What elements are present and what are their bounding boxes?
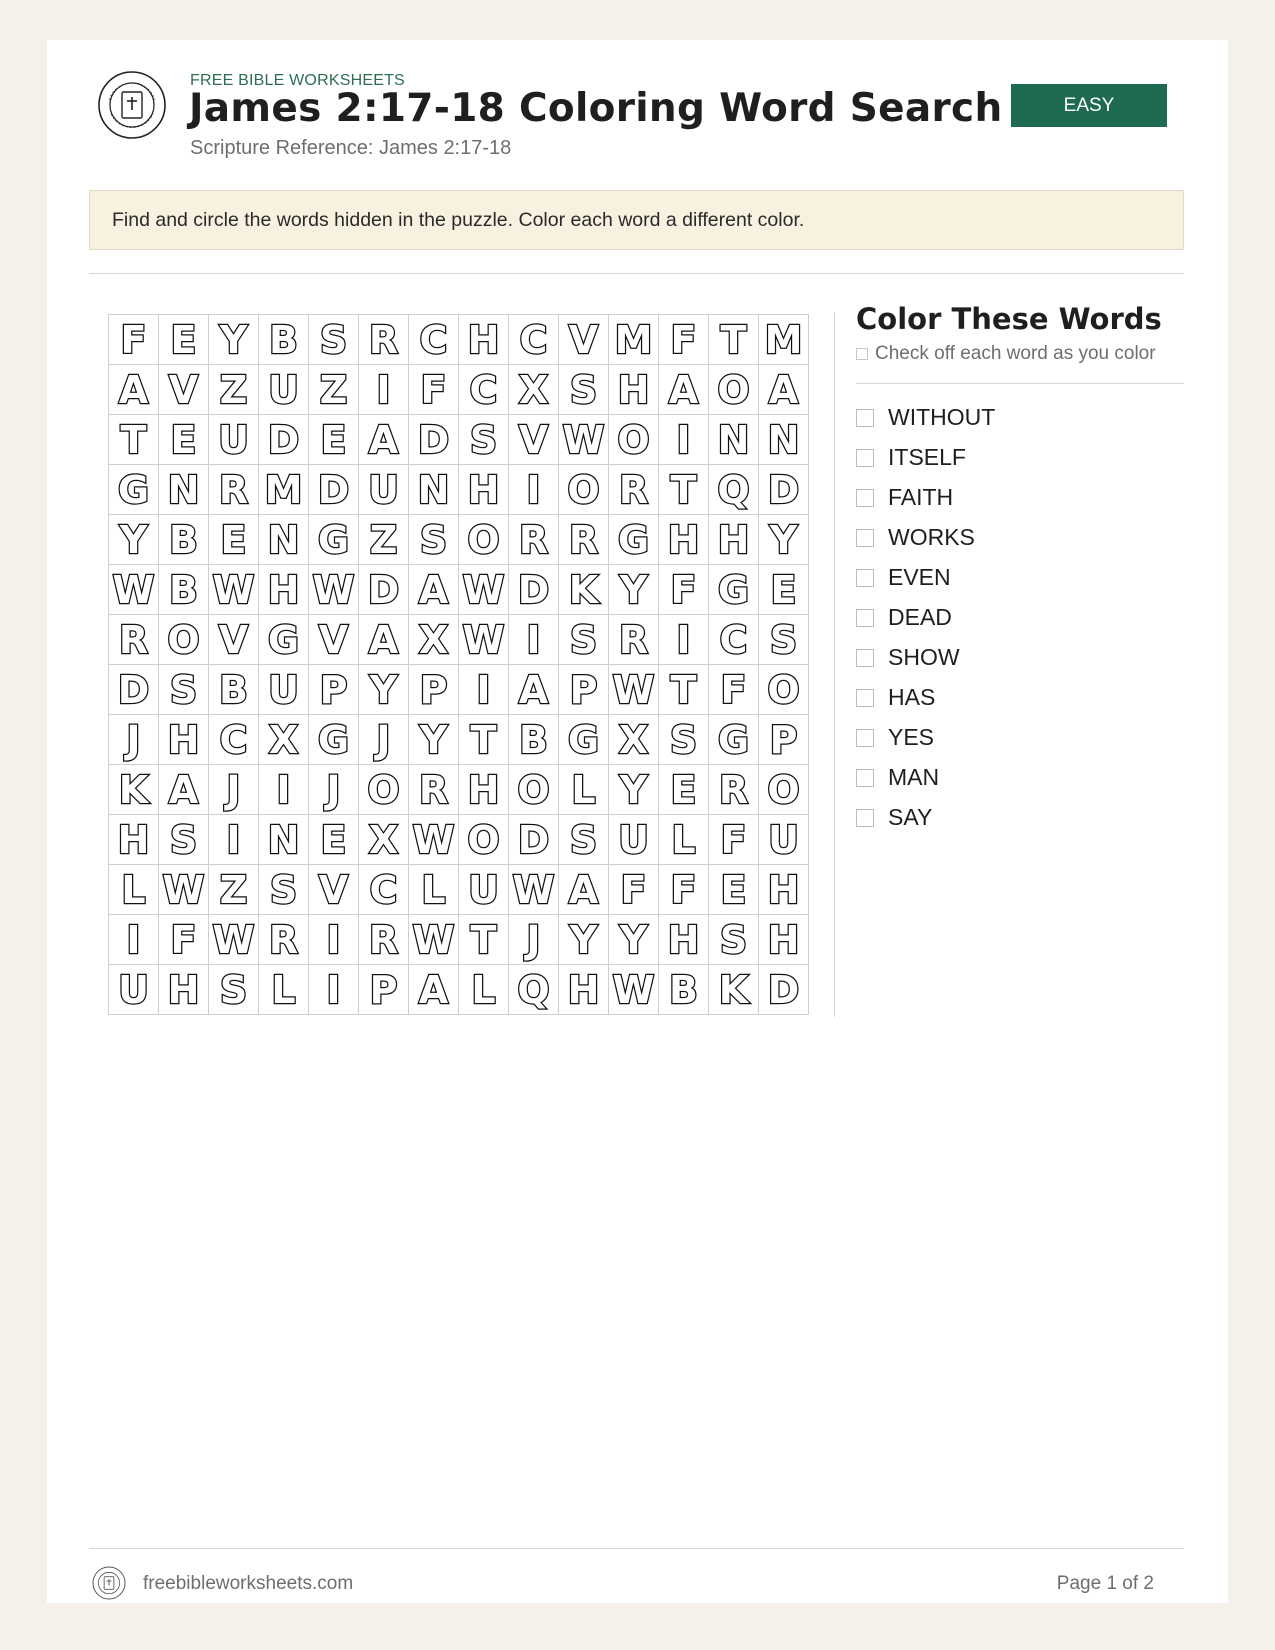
grid-cell: W [159, 865, 209, 915]
grid-cell: P [559, 665, 609, 715]
grid-cell: G [309, 715, 359, 765]
word-label: WITHOUT [888, 404, 996, 431]
word-label: FAITH [888, 484, 954, 511]
grid-cell: H [659, 515, 709, 565]
grid-cell: O [459, 815, 509, 865]
grid-cell: R [409, 765, 459, 815]
grid-cell: H [609, 365, 659, 415]
grid-cell: K [709, 965, 759, 1015]
grid-cell: R [359, 915, 409, 965]
grid-cell: G [559, 715, 609, 765]
grid-cell: I [359, 365, 409, 415]
grid-cell: S [309, 315, 359, 365]
word-item [856, 718, 1186, 758]
grid-cell: V [209, 615, 259, 665]
word-item [856, 798, 1186, 838]
grid-cell: W [409, 915, 459, 965]
grid-cell: L [459, 965, 509, 1015]
word-list-panel [856, 302, 1186, 838]
grid-cell: J [309, 765, 359, 815]
word-checkbox[interactable] [856, 649, 874, 667]
word-label: SHOW [888, 644, 960, 671]
grid-cell: F [609, 865, 659, 915]
word-item [856, 398, 1186, 438]
grid-cell: F [409, 365, 459, 415]
grid-cell: O [459, 515, 509, 565]
grid-cell: R [259, 915, 309, 965]
grid-cell: G [309, 515, 359, 565]
grid-cell: A [409, 965, 459, 1015]
grid-cell: S [159, 665, 209, 715]
grid-cell: S [159, 815, 209, 865]
grid-cell: T [459, 915, 509, 965]
grid-cell: H [259, 565, 309, 615]
grid-cell: F [109, 315, 159, 365]
grid-cell: R [559, 515, 609, 565]
grid-cell: Z [209, 865, 259, 915]
grid-cell: I [509, 465, 559, 515]
grid-cell: Y [409, 715, 459, 765]
grid-cell: W [459, 565, 509, 615]
grid-cell: O [159, 615, 209, 665]
grid-cell: U [209, 415, 259, 465]
grid-cell: J [359, 715, 409, 765]
grid-cell: B [159, 565, 209, 615]
grid-cell: R [359, 315, 409, 365]
word-label: DEAD [888, 604, 952, 631]
grid-cell: H [759, 865, 809, 915]
grid-cell: G [109, 465, 159, 515]
grid-cell: W [209, 915, 259, 965]
grid-cell: I [659, 615, 709, 665]
grid-cell: E [159, 315, 209, 365]
grid-cell: H [159, 715, 209, 765]
grid-cell: S [709, 915, 759, 965]
grid-cell: S [559, 365, 609, 415]
grid-cell: M [609, 315, 659, 365]
grid-cell: L [659, 815, 709, 865]
word-search-grid [108, 314, 809, 1015]
grid-cell: B [659, 965, 709, 1015]
word-label: WORKS [888, 524, 975, 551]
instructions-box: Find and circle the words hidden in the puzzle. Color each word a different color. [89, 190, 1184, 250]
grid-cell: I [259, 765, 309, 815]
grid-cell: E [309, 815, 359, 865]
grid-cell: B [509, 715, 559, 765]
word-checkbox[interactable] [856, 729, 874, 747]
grid-cell: D [509, 565, 559, 615]
grid-cell: A [509, 665, 559, 715]
grid-cell: S [659, 715, 709, 765]
grid-cell: R [609, 615, 659, 665]
word-label: HAS [888, 684, 936, 711]
word-checkbox[interactable] [856, 409, 874, 427]
grid-cell: E [709, 865, 759, 915]
grid-cell: L [559, 765, 609, 815]
footer-divider [89, 1548, 1184, 1549]
grid-cell: S [559, 815, 609, 865]
grid-cell: Y [559, 915, 609, 965]
grid-cell: T [459, 715, 509, 765]
grid-cell: L [109, 865, 159, 915]
word-item [856, 518, 1186, 558]
grid-cell: B [209, 665, 259, 715]
grid-cell: A [109, 365, 159, 415]
grid-cell: O [609, 415, 659, 465]
worksheet-page [47, 40, 1228, 1603]
grid-cell: H [709, 515, 759, 565]
grid-cell: W [509, 865, 559, 915]
grid-cell: D [309, 465, 359, 515]
word-label: YES [888, 724, 935, 751]
grid-cell: U [259, 665, 309, 715]
grid-cell: U [759, 815, 809, 865]
word-checkbox[interactable] [856, 769, 874, 787]
grid-cell: D [759, 465, 809, 515]
word-item [856, 678, 1186, 718]
word-checkbox[interactable] [856, 449, 874, 467]
grid-cell: A [659, 365, 709, 415]
column-divider [834, 312, 835, 1017]
grid-cell: N [409, 465, 459, 515]
word-checkbox[interactable] [856, 689, 874, 707]
word-list-hint [856, 343, 1186, 365]
grid-cell: S [459, 415, 509, 465]
grid-cell: J [209, 765, 259, 815]
page-number: Page 1 of 2 [1056, 1573, 1154, 1594]
grid-cell: I [109, 915, 159, 965]
grid-cell: A [759, 365, 809, 415]
grid-cell: H [459, 465, 509, 515]
grid-cell: C [409, 315, 459, 365]
grid-cell: C [709, 615, 759, 665]
grid-cell: R [209, 465, 259, 515]
grid-cell: F [659, 315, 709, 365]
grid-cell: U [459, 865, 509, 915]
free-bible-worksheets-logo [97, 70, 167, 140]
grid-cell: D [259, 415, 309, 465]
grid-cell: N [759, 415, 809, 465]
grid-cell: J [509, 915, 559, 965]
grid-cell: G [609, 515, 659, 565]
word-checkbox[interactable] [856, 609, 874, 627]
grid-cell: W [109, 565, 159, 615]
grid-cell: P [359, 965, 409, 1015]
grid-cell: H [659, 915, 709, 965]
grid-cell: O [509, 765, 559, 815]
grid-cell: T [659, 665, 709, 715]
grid-cell: C [509, 315, 559, 365]
grid-cell: T [659, 465, 709, 515]
grid-cell: R [509, 515, 559, 565]
grid-cell: D [409, 415, 459, 465]
divider [89, 273, 1184, 274]
grid-cell: X [359, 815, 409, 865]
grid-cell: P [409, 665, 459, 715]
word-list-title: Color These Words [856, 302, 1162, 336]
word-checkbox[interactable] [856, 529, 874, 547]
grid-cell: K [109, 765, 159, 815]
grid-cell: F [659, 565, 709, 615]
grid-cell: E [659, 765, 709, 815]
grid-cell: V [559, 315, 609, 365]
word-checkbox[interactable] [856, 809, 874, 827]
grid-cell: O [359, 765, 409, 815]
word-item [856, 478, 1186, 518]
grid-cell: X [259, 715, 309, 765]
grid-cell: E [209, 515, 259, 565]
grid-cell: W [209, 565, 259, 615]
grid-cell: E [309, 415, 359, 465]
grid-cell: Y [359, 665, 409, 715]
grid-cell: H [559, 965, 609, 1015]
grid-cell: N [709, 415, 759, 465]
grid-cell: V [309, 865, 359, 915]
word-checkbox[interactable] [856, 569, 874, 587]
grid-cell: Z [309, 365, 359, 415]
grid-cell: H [459, 315, 509, 365]
grid-cell: M [759, 315, 809, 365]
grid-cell: Q [709, 465, 759, 515]
grid-cell: N [259, 815, 309, 865]
grid-cell: D [759, 965, 809, 1015]
grid-cell: W [309, 565, 359, 615]
grid-cell: X [409, 615, 459, 665]
grid-cell: V [309, 615, 359, 665]
grid-cell: I [309, 965, 359, 1015]
footer-site-url: freebibleworksheets.com [143, 1573, 354, 1594]
grid-cell: L [259, 965, 309, 1015]
grid-cell: H [459, 765, 509, 815]
grid-cell: S [209, 965, 259, 1015]
grid-cell: S [409, 515, 459, 565]
grid-cell: U [609, 815, 659, 865]
grid-cell: E [759, 565, 809, 615]
grid-cell: O [759, 765, 809, 815]
divider [856, 383, 1184, 384]
grid-cell: H [159, 965, 209, 1015]
grid-cell: W [459, 615, 509, 665]
grid-cell: L [409, 865, 459, 915]
grid-cell: Z [209, 365, 259, 415]
grid-cell: E [159, 415, 209, 465]
difficulty-badge: EASY [1011, 84, 1167, 127]
grid-cell: V [159, 365, 209, 415]
word-label: MAN [888, 764, 940, 791]
grid-cell: I [509, 615, 559, 665]
grid-cell: N [259, 515, 309, 565]
grid-cell: B [159, 515, 209, 565]
grid-cell: F [709, 815, 759, 865]
grid-cell: W [409, 815, 459, 865]
grid-cell: T [109, 415, 159, 465]
grid-cell: F [659, 865, 709, 915]
word-item [856, 638, 1186, 678]
grid-cell: O [559, 465, 609, 515]
grid-cell: R [109, 615, 159, 665]
grid-cell: A [359, 415, 409, 465]
grid-cell: P [309, 665, 359, 715]
grid-cell: S [759, 615, 809, 665]
grid-cell: A [159, 765, 209, 815]
grid-cell: D [109, 665, 159, 715]
grid-cell: H [109, 815, 159, 865]
grid-cell: Y [109, 515, 159, 565]
grid-cell: I [309, 915, 359, 965]
grid-cell: C [209, 715, 259, 765]
grid-cell: D [359, 565, 409, 615]
brand-name: FREE BIBLE WORKSHEETS [190, 72, 405, 89]
grid-cell: Y [209, 315, 259, 365]
grid-cell: Y [759, 515, 809, 565]
grid-cell: W [559, 415, 609, 465]
grid-cell: O [759, 665, 809, 715]
grid-cell: T [709, 315, 759, 365]
footer-logo [92, 1566, 126, 1600]
grid-cell: C [359, 865, 409, 915]
grid-cell: A [359, 615, 409, 665]
word-label: EVEN [888, 564, 951, 591]
word-label: SAY [888, 804, 933, 831]
word-checkbox[interactable] [856, 489, 874, 507]
grid-cell: J [109, 715, 159, 765]
grid-cell: S [259, 865, 309, 915]
grid-cell: X [609, 715, 659, 765]
checkbox-icon [856, 348, 868, 360]
grid-cell: S [559, 615, 609, 665]
grid-cell: U [259, 365, 309, 415]
word-list-hint-text: Check off each word as you color [875, 342, 1156, 364]
grid-cell: I [659, 415, 709, 465]
grid-cell: W [609, 965, 659, 1015]
grid-cell: H [759, 915, 809, 965]
word-item [856, 598, 1186, 638]
page-title: James 2:17-18 Coloring Word Search [189, 86, 1003, 131]
grid-cell: B [259, 315, 309, 365]
grid-cell: R [609, 465, 659, 515]
grid-cell: U [109, 965, 159, 1015]
grid-cell: A [409, 565, 459, 615]
word-item [856, 758, 1186, 798]
word-item [856, 438, 1186, 478]
grid-cell: Y [609, 565, 659, 615]
grid-cell: X [509, 365, 559, 415]
grid-cell: C [459, 365, 509, 415]
grid-cell: R [709, 765, 759, 815]
grid-cell: V [509, 415, 559, 465]
word-label: ITSELF [888, 444, 966, 471]
grid-cell: I [209, 815, 259, 865]
grid-cell: G [709, 715, 759, 765]
grid-cell: A [559, 865, 609, 915]
grid-cell: O [709, 365, 759, 415]
grid-cell: D [509, 815, 559, 865]
grid-cell: K [559, 565, 609, 615]
grid-cell: Z [359, 515, 409, 565]
grid-cell: Q [509, 965, 559, 1015]
grid-cell: N [159, 465, 209, 515]
grid-cell: F [709, 665, 759, 715]
grid-cell: G [259, 615, 309, 665]
word-list [856, 398, 1186, 838]
grid-cell: G [709, 565, 759, 615]
grid-cell: Y [609, 915, 659, 965]
scripture-reference: Scripture Reference: James 2:17-18 [190, 137, 512, 159]
grid-cell: U [359, 465, 409, 515]
grid-cell: W [609, 665, 659, 715]
grid-cell: M [259, 465, 309, 515]
grid-cell: P [759, 715, 809, 765]
word-item [856, 558, 1186, 598]
grid-cell: F [159, 915, 209, 965]
grid-cell: Y [609, 765, 659, 815]
grid-cell: I [459, 665, 509, 715]
